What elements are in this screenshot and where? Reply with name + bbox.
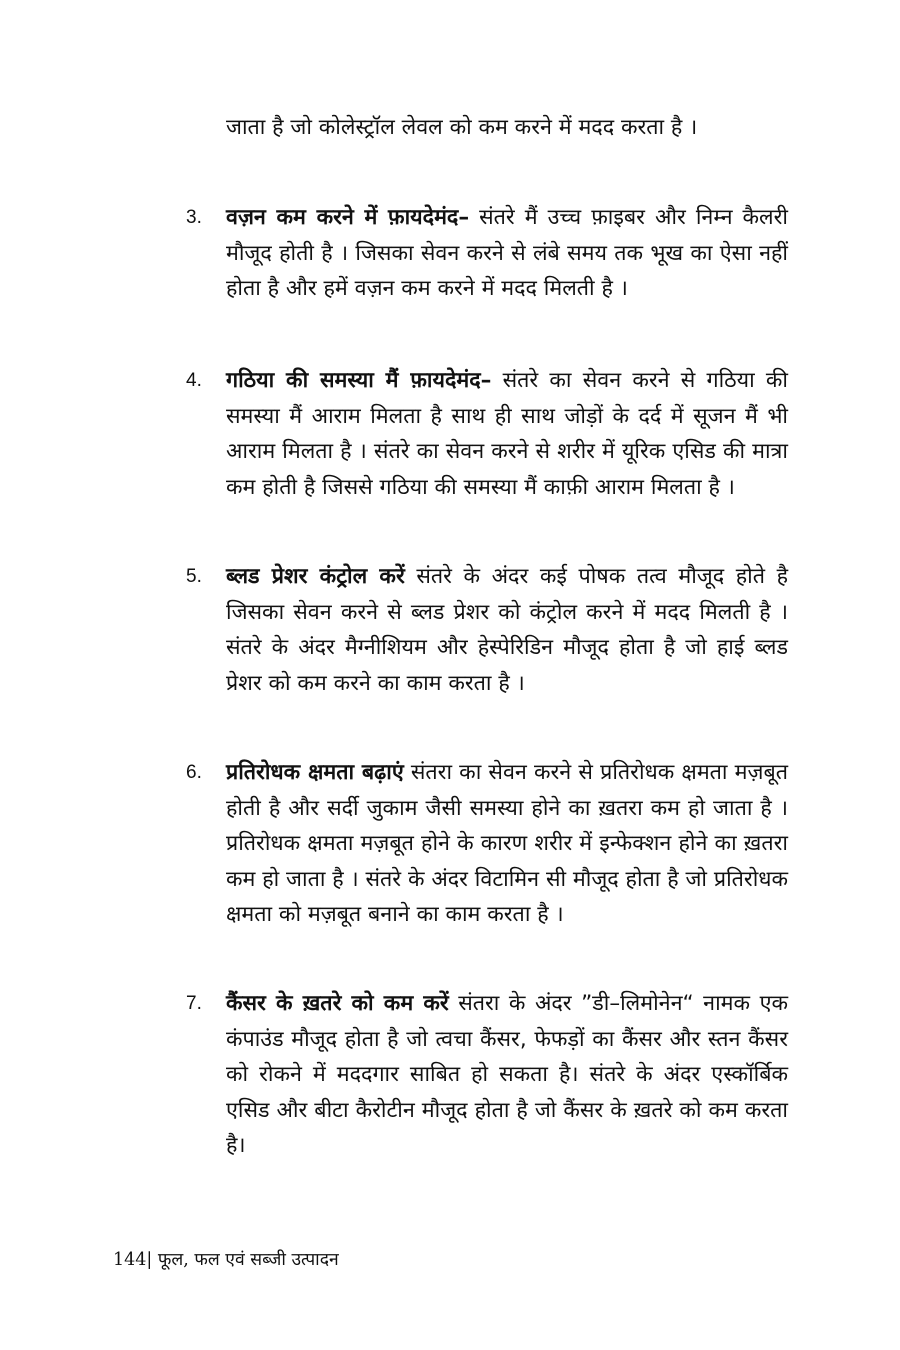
intro-paragraph: जाता है जो कोलेस्ट्रॉल लेवल को कम करने में मदद करता है । [226, 115, 698, 140]
list-item-body [226, 559, 788, 701]
list-item-body [226, 363, 788, 505]
list-item-text: संतरे मैं उच्च फ़ाइबर और निम्न कैलरी मौजूद होती है । जिसका सेवन करने से लंबे समय तक भूख का ऐसा नहीं होता है और हमें वज़न कम करने में मदद मिलती है । [226, 205, 788, 301]
list-item-text: संतरा का सेवन करने से प्रतिरोधक क्षमता मज़बूत होती है और सर्दी जुकाम जैसी समस्या होने का ख़तरा कम हो जाता है । प्रतिरोधक क्षमता मज़बूत होने के कारण शरीर में इन्फेक्शन होने का ख़तरा कम हो जाता है । संतरे के अंदर विटामिन सी मौजूद होता है जो प्रतिरोधक क्षमता को मज़बूत बनाने का काम करता है । [226, 760, 788, 927]
list-item-text: संतरा के अंदर ”डी–लिमोनेन“ नामक एक कंपाउंड मौजूद होता है जो त्वचा कैंसर, फेफड़ों का कैंसर और स्तन कैंसर को रोकने में मददगार साबित हो सकता है। संतरे के अंदर एस्कॉर्बिक एसिड और बीटा कैरोटीन मौजूद होता है जो कैंसर के ख़तरे को कम करता है। [226, 991, 788, 1158]
footer-separator: | [146, 1250, 153, 1270]
page-footer [113, 1248, 339, 1272]
list-number: 3. [186, 207, 202, 228]
list-item-body [226, 986, 788, 1164]
list-item-body [226, 200, 788, 307]
list-number: 4. [186, 370, 202, 391]
list-item-text: संतरे का सेवन करने से गठिया की समस्या मैं आराम मिलता है साथ ही साथ जोड़ों के दर्द में सूजन मैं भी आराम मिलता है । संतरे का सेवन करने से शरीर में यूरिक एसिड की मात्रा कम होती है जिससे गठिया की समस्या मैं काफ़ी आराम मिलता है । [226, 368, 788, 500]
list-item-heading: वज़न कम करने में फ़ायदेमंद– [226, 205, 470, 230]
page-number: 144 [113, 1250, 147, 1270]
list-number: 7. [186, 993, 202, 1014]
list-item-heading: कैंसर के ख़तरे को कम करें [226, 991, 449, 1016]
book-title: फूल, फल एवं सब्जी उत्पादन [152, 1250, 339, 1270]
list-item-blood-pressure [186, 559, 788, 701]
list-item-heading: गठिया की समस्या मैं फ़ायदेमंद– [226, 368, 492, 393]
list-item-arthritis [186, 363, 788, 505]
list-item-cancer [186, 986, 788, 1164]
list-number: 6. [186, 762, 202, 783]
list-item-body [226, 755, 788, 933]
list-item-heading: प्रतिरोधक क्षमता बढ़ाएं [226, 760, 404, 785]
list-item-weight-loss [186, 200, 788, 307]
list-item-text: संतरे के अंदर कई पोषक तत्व मौजूद होते है जिसका सेवन करने से ब्लड प्रेशर को कंट्रोल करने में मदद मिलती है । संतरे के अंदर मैग्नीशियम और हेस्पेरिडिन मौजूद होता है जो हाई ब्लड प्रेशर को कम करने का काम करता है । [226, 564, 788, 696]
list-item-heading: ब्लड प्रेशर कंट्रोल करें [226, 564, 405, 589]
list-number: 5. [186, 566, 202, 587]
list-item-immunity [186, 755, 788, 933]
